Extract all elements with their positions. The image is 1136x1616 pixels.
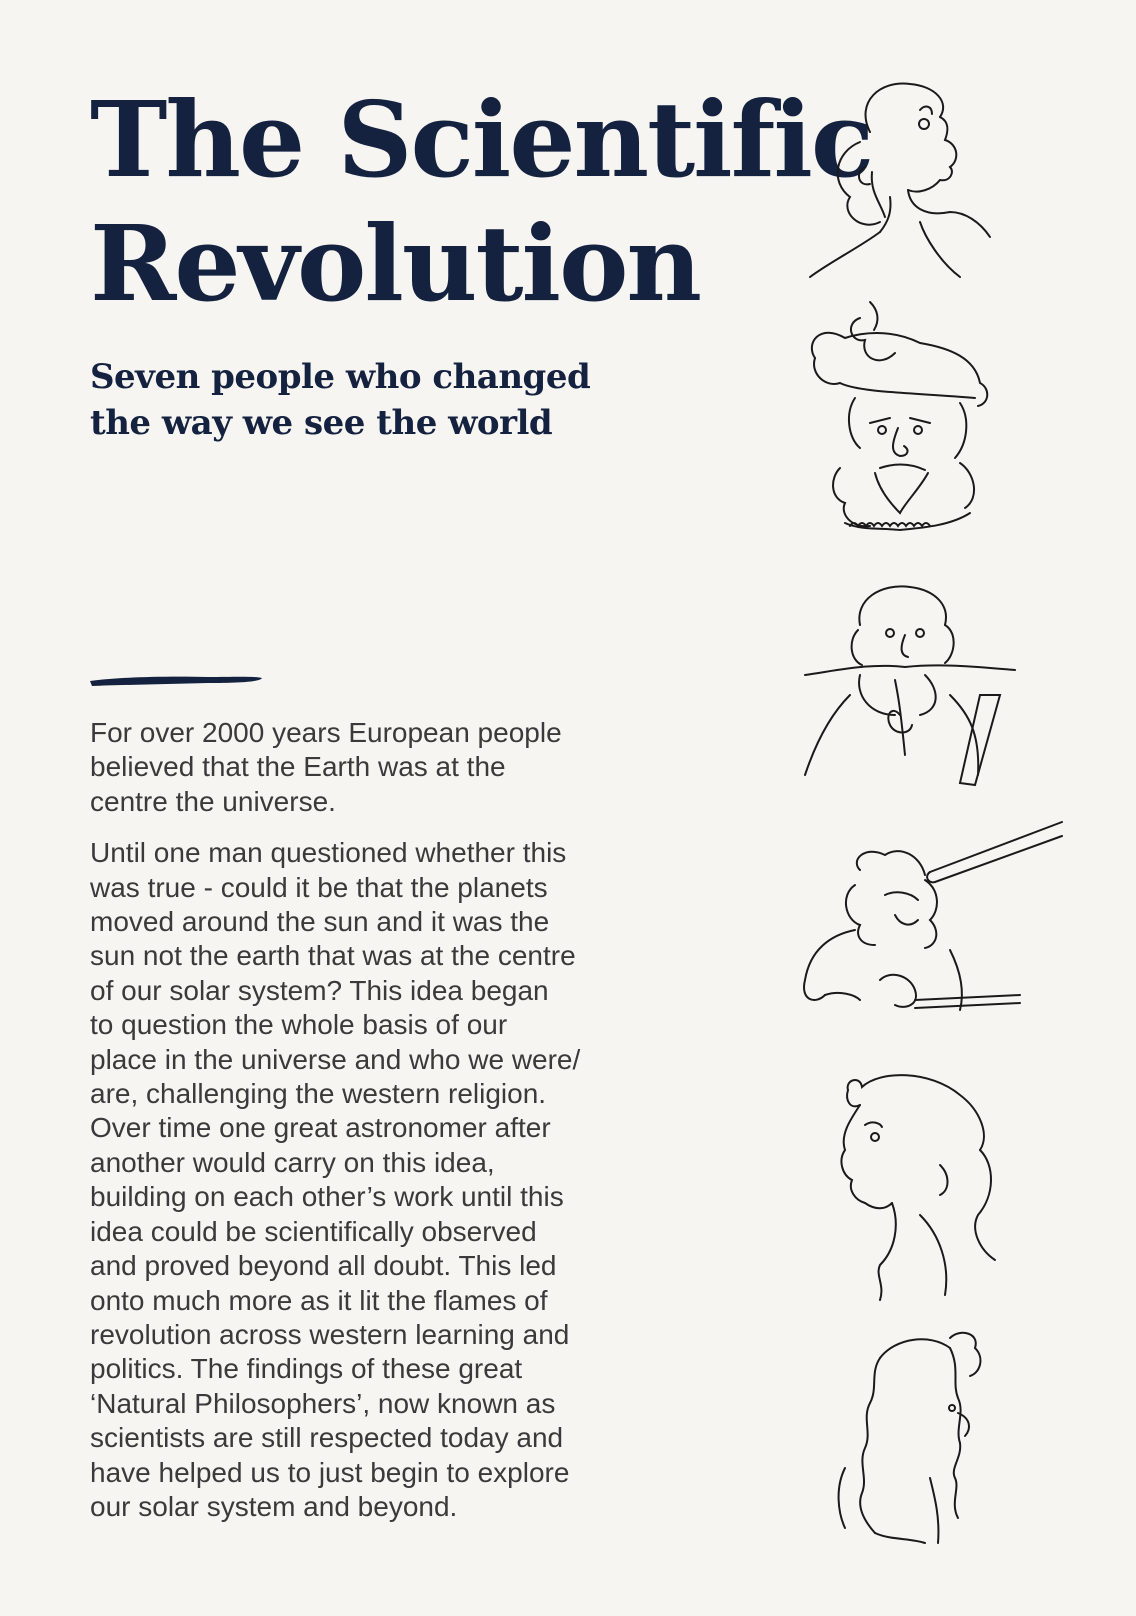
body-line: believed that the Earth was at the bbox=[90, 751, 506, 783]
paragraph-intro bbox=[90, 716, 670, 819]
page-subtitle bbox=[90, 354, 610, 446]
body-line: For over 2000 years European people bbox=[90, 717, 562, 748]
portrait-moustache-icon bbox=[800, 575, 1080, 795]
body-line: have helped us to just begin to explore bbox=[90, 1456, 570, 1488]
body-line: another would carry on this idea, bbox=[90, 1146, 495, 1178]
body-line: building on each other’s work until this bbox=[90, 1181, 564, 1213]
body-line: our solar system and beyond. bbox=[90, 1490, 458, 1522]
body-line: centre the universe. bbox=[90, 785, 336, 817]
body-line: are, challenging the western religion. bbox=[90, 1078, 547, 1110]
body-line: moved around the sun and it was the bbox=[90, 906, 550, 938]
portrait-profile-cap-icon bbox=[800, 1065, 1080, 1305]
body-line: was true - could it be that the planets bbox=[90, 871, 548, 903]
subtitle-line-2: the way we see the world bbox=[90, 403, 553, 443]
body-line: Over time one great astronomer after bbox=[90, 1112, 551, 1144]
body-line: sun not the earth that was at the centre bbox=[90, 940, 576, 972]
portrait-long-wig-icon bbox=[800, 1328, 1080, 1548]
body-line: onto much more as it lit the flames of bbox=[90, 1284, 548, 1316]
body-line: revolution across western learning and bbox=[90, 1318, 570, 1350]
body-line: idea could be scientifically observed bbox=[90, 1215, 537, 1247]
body-line: scientists are still respected today and bbox=[90, 1422, 564, 1454]
page-title bbox=[90, 78, 873, 326]
title-line-1: The Scientific bbox=[90, 78, 873, 201]
portrait-looking-up-icon bbox=[800, 72, 1080, 282]
body-text bbox=[90, 716, 670, 1541]
portrait-feathered-hat-icon bbox=[800, 298, 1080, 538]
body-line: Until one man questioned whether this bbox=[90, 837, 567, 869]
body-line: politics. The findings of these great bbox=[90, 1353, 523, 1385]
brush-stroke-divider bbox=[88, 672, 264, 688]
paragraph-main bbox=[90, 836, 670, 1524]
body-line: and proved beyond all doubt. This led bbox=[90, 1250, 557, 1282]
subtitle-line-1: Seven people who changed bbox=[90, 357, 591, 397]
body-line: to question the whole basis of our bbox=[90, 1009, 508, 1041]
portrait-telescope-icon bbox=[800, 820, 1080, 1030]
body-line: place in the universe and who we were/ bbox=[90, 1043, 581, 1075]
title-line-2: Revolution bbox=[90, 202, 701, 325]
body-line: of our solar system? This idea began bbox=[90, 974, 549, 1006]
body-line: ‘Natural Philosophers’, now known as bbox=[90, 1387, 556, 1419]
portrait-column bbox=[800, 60, 1100, 1560]
